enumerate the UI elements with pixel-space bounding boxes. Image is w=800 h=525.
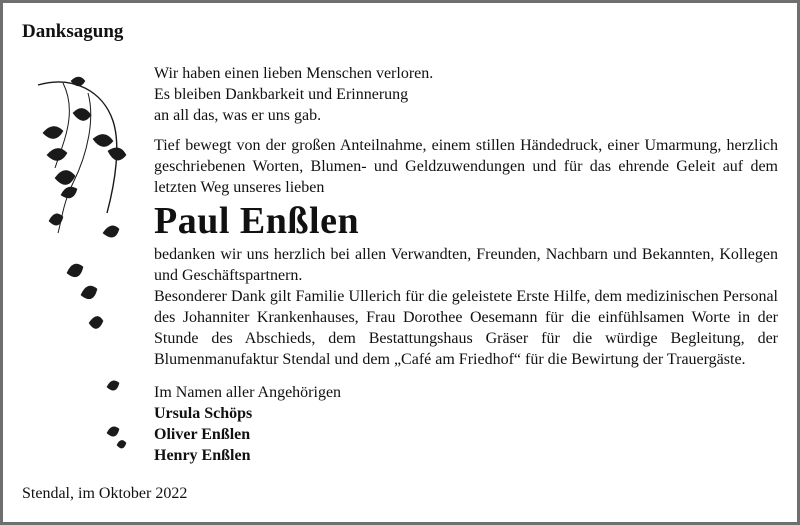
signer-list <box>154 403 778 466</box>
signer-name: Henry Enßlen <box>154 447 251 464</box>
place-and-date: Stendal, im Oktober 2022 <box>22 485 188 502</box>
special-thanks-paragraph: Besonderer Dank gilt Familie Ullerich für die geleistete Erste Hilfe, dem medizinischen Personal des Johanniter Krankenhauses, Frau Dorothee Oesemann für die einfühlsamen Worte in der Stunde des Abschieds, dem Bestattungshaus Gräser für die würdige Begleitung, der Blumenmanufaktur Stendal und dem „Café am Friedhof“ für die Bewirtung der Trauergäste. <box>154 288 778 368</box>
notice-heading: Danksagung <box>22 21 124 42</box>
verse-line: Es bleiben Dankbarkeit und Erinnerung <box>154 86 409 103</box>
verse-line: Wir haben einen lieben Menschen verloren. <box>154 65 434 82</box>
verse-line: an all das, was er uns gab. <box>154 107 322 124</box>
deceased-name: Paul Enßlen <box>154 200 360 242</box>
signer-name: Oliver Enßlen <box>154 426 251 443</box>
general-thanks-paragraph: bedanken wir uns herzlich bei allen Verwandten, Freunden, Nachbarn und Bekannten, Kollegen und Geschäftspartnern. <box>154 246 778 284</box>
intro-paragraph: Tief bewegt von der großen Anteilnahme, einem stillen Händedruck, einer Umarmung, herzlich geschriebenen Worten, Blumen- und Geldzuwendungen und für das ehrende Geleit auf dem letzten Weg unseres lieben <box>154 137 778 196</box>
birch-branch-icon <box>33 73 143 463</box>
memorial-verse <box>154 63 778 126</box>
on-behalf-line: Im Namen aller Angehörigen <box>154 384 342 401</box>
signer-name: Ursula Schöps <box>154 405 253 422</box>
notice-body <box>154 63 778 466</box>
